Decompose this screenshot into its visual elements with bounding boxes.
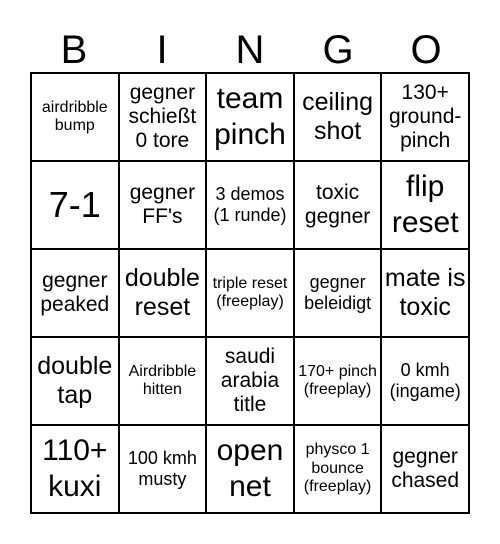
header-letter-n: N xyxy=(235,28,265,72)
bingo-cell-2-5[interactable] xyxy=(381,161,469,249)
bingo-cell-1-5[interactable] xyxy=(381,73,469,161)
bingo-cell-5-2[interactable] xyxy=(119,425,207,513)
bingo-cell-1-2[interactable] xyxy=(119,73,207,161)
header-letter-i: I xyxy=(156,28,168,72)
bingo-cell-text: 110+ kuxi xyxy=(42,434,108,503)
bingo-cell-5-4[interactable] xyxy=(294,425,382,513)
bingo-cell-4-5[interactable] xyxy=(381,337,469,425)
bingo-cell-3-1[interactable] xyxy=(31,249,119,337)
bingo-cell-1-1[interactable] xyxy=(31,73,119,161)
bingo-cell-5-3[interactable] xyxy=(206,425,294,513)
bingo-cell-text: double tap xyxy=(37,352,113,409)
bingo-cell-text: open net xyxy=(216,434,284,503)
bingo-header xyxy=(30,28,470,72)
bingo-cell-text: 130+ ground-pinch xyxy=(388,80,462,153)
bingo-cell-4-2[interactable] xyxy=(119,337,207,425)
bingo-cell-3-3[interactable] xyxy=(206,249,294,337)
bingo-cell-text: gegner FF's xyxy=(129,180,196,228)
bingo-cell-text: toxic gegner xyxy=(304,180,371,228)
bingo-cell-4-3[interactable] xyxy=(206,337,294,425)
bingo-cell-text: 0 kmh (ingame) xyxy=(389,360,461,401)
bingo-cell-3-2[interactable] xyxy=(119,249,207,337)
bingo-cell-text: 170+ pinch (freeplay) xyxy=(298,362,377,398)
bingo-cell-text: 3 demos (1 runde) xyxy=(213,184,287,225)
header-letter-g: G xyxy=(322,28,354,72)
bingo-cell-text: 7-1 xyxy=(48,184,101,226)
bingo-cell-5-5[interactable] xyxy=(381,425,469,513)
bingo-cell-text: gegner chased xyxy=(391,444,460,492)
bingo-cell-2-3[interactable] xyxy=(206,161,294,249)
bingo-cell-text: gegner beleidigt xyxy=(304,272,372,313)
bingo-cell-2-2[interactable] xyxy=(119,161,207,249)
bingo-cell-3-5[interactable] xyxy=(381,249,469,337)
bingo-cell-text: gegner peaked xyxy=(40,268,110,316)
bingo-cell-text: airdribble bump xyxy=(41,98,108,134)
bingo-cell-text: flip reset xyxy=(391,170,459,239)
bingo-cell-text: physco 1 bounce (freeplay) xyxy=(303,441,372,496)
header-letter-o: O xyxy=(410,28,442,72)
bingo-cell-4-4[interactable] xyxy=(294,337,382,425)
bingo-cell-text: Airdribble hitten xyxy=(128,362,197,398)
bingo-cell-text: saudi arabia title xyxy=(220,344,280,417)
bingo-cell-text: mate is toxic xyxy=(384,264,466,321)
bingo-cell-2-1[interactable] xyxy=(31,161,119,249)
bingo-cell-text: ceiling shot xyxy=(302,88,374,145)
bingo-cell-3-4[interactable] xyxy=(294,249,382,337)
bingo-cell-text: triple reset (freeplay) xyxy=(212,274,288,310)
bingo-cell-1-4[interactable] xyxy=(294,73,382,161)
header-letter-b: B xyxy=(60,28,88,72)
bingo-cell-text: team pinch xyxy=(214,82,286,151)
bingo-cell-1-3[interactable] xyxy=(206,73,294,161)
bingo-cell-4-1[interactable] xyxy=(31,337,119,425)
bingo-board xyxy=(30,72,470,514)
bingo-cell-text: 100 kmh musty xyxy=(127,448,197,489)
bingo-cell-text: double reset xyxy=(124,264,200,321)
bingo-cell-2-4[interactable] xyxy=(294,161,382,249)
bingo-cell-text: gegner schießt 0 tore xyxy=(128,80,197,153)
bingo-cell-5-1[interactable] xyxy=(31,425,119,513)
